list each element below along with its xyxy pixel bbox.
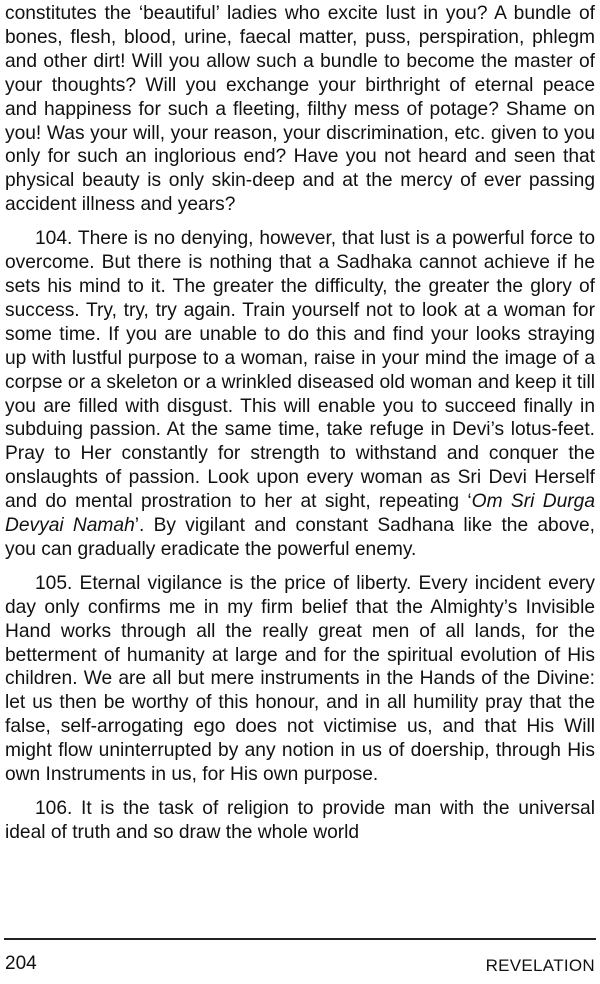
paragraph-104-text-start: 104. There is no denying, however, that lust is a powerful force to overcome. But there is nothing that a Sadhaka cannot achieve if he sets his mind to it. The greater the difficulty, the greater the glory of success. Try, try, try again. Train yourself not to look at a woman for some time. If you are unable to do this and find your looks straying up with lustful purpose to a woman, raise in your mind the image of a corpse or a skeleton or a wrinkled diseased old woman and keep it till you are filled with disgust. This will enable you to succeed finally in subduing passion. At the same time, take refuge in Devi’s lotus-feet. Pray to Her constantly for strength to withstand and conquer the onslaughts of passion. Look upon every woman as Sri Devi Herself and do mental prostration to her at sight, repeating ‘ (5, 228, 595, 513)
paragraph-106: 106. It is the task of religion to provide man with the universal ideal of truth and so draw the whole world (5, 798, 595, 843)
paragraph-continuation: constitutes the ‘beautiful’ ladies who excite lust in you? A bundle of bones, flesh, blood, urine, faecal matter, puss, perspiration, phlegm and other dirt! Will you allow such a bundle to become the master of your thoughts? Will you exchange your birthright of eternal peace and happiness for such a fleeting, filthy mess of potage? Shame on you! Was your will, your reason, your discrimination, etc. given to you only for such an inglorious end? Have you not heard and seen that physical beauty is only skin-deep and at the mercy of ever passing accident illness and years? (5, 3, 595, 216)
mantra-italic: Om Sri Durga Devyai Namah (5, 491, 596, 537)
running-title: REVELATION (485, 956, 595, 975)
paragraph-104-text-end: ’. By vigilant and constant Sadhana like the above, you can gradually eradicate the powerful enemy. (5, 515, 595, 560)
paragraph-104 (5, 227, 595, 562)
page-body-text (5, 2, 595, 845)
footer-divider (4, 938, 596, 940)
page-number: 204 (5, 953, 37, 974)
paragraph-105: 105. Eternal vigilance is the price of liberty. Every incident every day only confirms me in my firm belief that the Almighty’s Invisible Hand works through all the really great men of all lands, for the betterment of humanity at large and for the spiritual evolution of His children. We are all but mere instruments in the Hands of the Divine: let us then be worthy of this honour, and in all humility pray that the false, self-arrogating ego does not victimise us, and that His Will might flow uninterrupted by any notion in us of doership, through His own Instruments in us, for His own purpose. (5, 572, 595, 786)
